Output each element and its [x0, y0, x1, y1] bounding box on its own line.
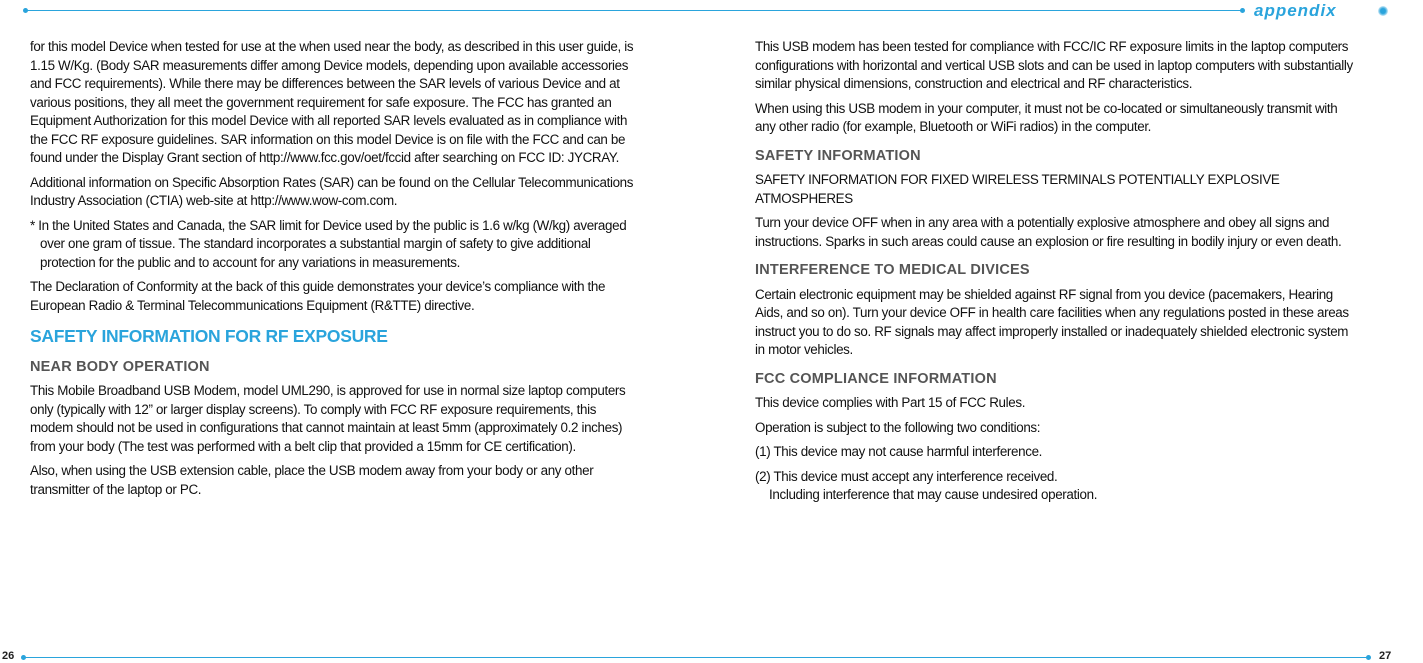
bottom-rule-left	[24, 657, 702, 658]
bottom-left-dot	[21, 655, 26, 660]
fcc-compliance-heading: FCC COMPLIANCE INFORMATION	[755, 370, 997, 387]
appendix-banner: appendix	[1254, 1, 1337, 20]
explosive-atmospheres-paragraph: Turn your device OFF when in any area with a potentially explosive atmosphere and obey all signs and instructions. Sparks in such areas could cause an explosion or fire resulting in bodily injury or even death.	[755, 215, 1342, 249]
condition-1: (1) This device may not cause harmful interference.	[755, 444, 1043, 459]
banner-orb-icon	[1378, 6, 1388, 16]
top-rule	[26, 10, 1244, 11]
left-page-number: 26	[2, 650, 15, 662]
top-right-dot	[1240, 8, 1245, 13]
bottom-right-dot	[1366, 655, 1371, 660]
conditions-intro: Operation is subject to the following two conditions:	[755, 419, 1041, 435]
left-page-content	[30, 38, 635, 505]
colocation-paragraph: When using this USB modem in your computer, it must not be co-located or simultaneously transmit with any other radio (for example, Bluetooth or WiFi radios) in the computer.	[755, 100, 1338, 134]
top-left-dot	[23, 8, 28, 13]
sar-limit-note: * In the United States and Canada, the SAR limit for Device used by the public is 1.6 w/kg (W/kg) averaged over one gram of tissue. The standard incorporates a substantial margin of safety to give additional protection for the public and to account for any variations in measurements.	[30, 217, 627, 270]
medical-devices-paragraph: Certain electronic equipment may be shielded against RF signal from you device (pacemakers, Hearing Aids, and so on). Turn your device OFF in health care facilities when any regulations posted in these areas instruct you to do so. RF signals may affect improperly installed or inadequately shielded electronic system in motor vehicles.	[755, 286, 1349, 357]
right-page-content	[755, 38, 1355, 505]
compliance-paragraph: This USB modem has been tested for compliance with FCC/IC RF exposure limits in the laptop computers configurations with horizontal and vertical USB slots and can be used in laptop computers with substantially similar physical dimensions, construction and electrical and RF characteristics.	[755, 39, 1353, 91]
near-body-paragraph: This Mobile Broadband USB Modem, model UML290, is approved for use in normal size laptop computers only (typically with 12” or larger display screens). To comply with FCC RF exposure requirements, this modem should not be used in configurations that cannot maintain at least 5mm (approximately 0.2 inches) from your body (The test was performed with a belt clip that provided a 15mm for CE certification).	[30, 383, 626, 454]
condition-2-continued: Including interference that may cause undesired operation.	[769, 487, 1098, 502]
rf-exposure-heading: SAFETY INFORMATION FOR RF EXPOSURE	[30, 326, 388, 346]
medical-devices-heading: INTERFERENCE TO MEDICAL DIVICES	[755, 262, 1030, 278]
bottom-rule-right	[702, 657, 1369, 658]
explosive-atmospheres-title: SAFETY INFORMATION FOR FIXED WIRELESS TERMINALS POTENTIALLY EXPLOSIVE ATMOSPHERES	[755, 172, 1280, 206]
safety-information-heading: SAFETY INFORMATION	[755, 147, 921, 164]
near-body-heading: NEAR BODY OPERATION	[30, 358, 210, 375]
declaration-paragraph: The Declaration of Conformity at the back of this guide demonstrates your device’s compliance with the European Radio & Terminal Telecommunications Equipment (R&TTE) directive.	[30, 279, 606, 313]
sar-paragraph: for this model Device when tested for use at the when used near the body, as described in this user guide, is 1.15 W/Kg. (Body SAR measurements differ among Device models, depending upon available accessories and FCC requirements). While there may be differences between the SAR levels of various Device and at various positions, they all meet the government requirement for safe exposure. The FCC has granted an Equipment Authorization for this model Device with all reported SAR levels evaluated as in compliance with the FCC RF exposure guidelines. SAR information on this model Device is on file with the FCC and can be found under the Display Grant section of http://www.fcc.gov/oet/fccid after searching on FCC ID: JYCRAY.	[30, 39, 634, 165]
right-page-number: 27	[1379, 650, 1392, 662]
fcc-part15-paragraph: This device complies with Part 15 of FCC Rules.	[755, 395, 1026, 410]
condition-2: (2) This device must accept any interference received.	[755, 468, 1058, 484]
extension-cable-paragraph: Also, when using the USB extension cable, place the USB modem away from your body or any other transmitter of the laptop or PC.	[30, 463, 594, 497]
ctia-paragraph: Additional information on Specific Absorption Rates (SAR) can be found on the Cellular Telecommunications Industry Association (CTIA) web-site at http://www.wow-com.com.	[30, 174, 634, 208]
